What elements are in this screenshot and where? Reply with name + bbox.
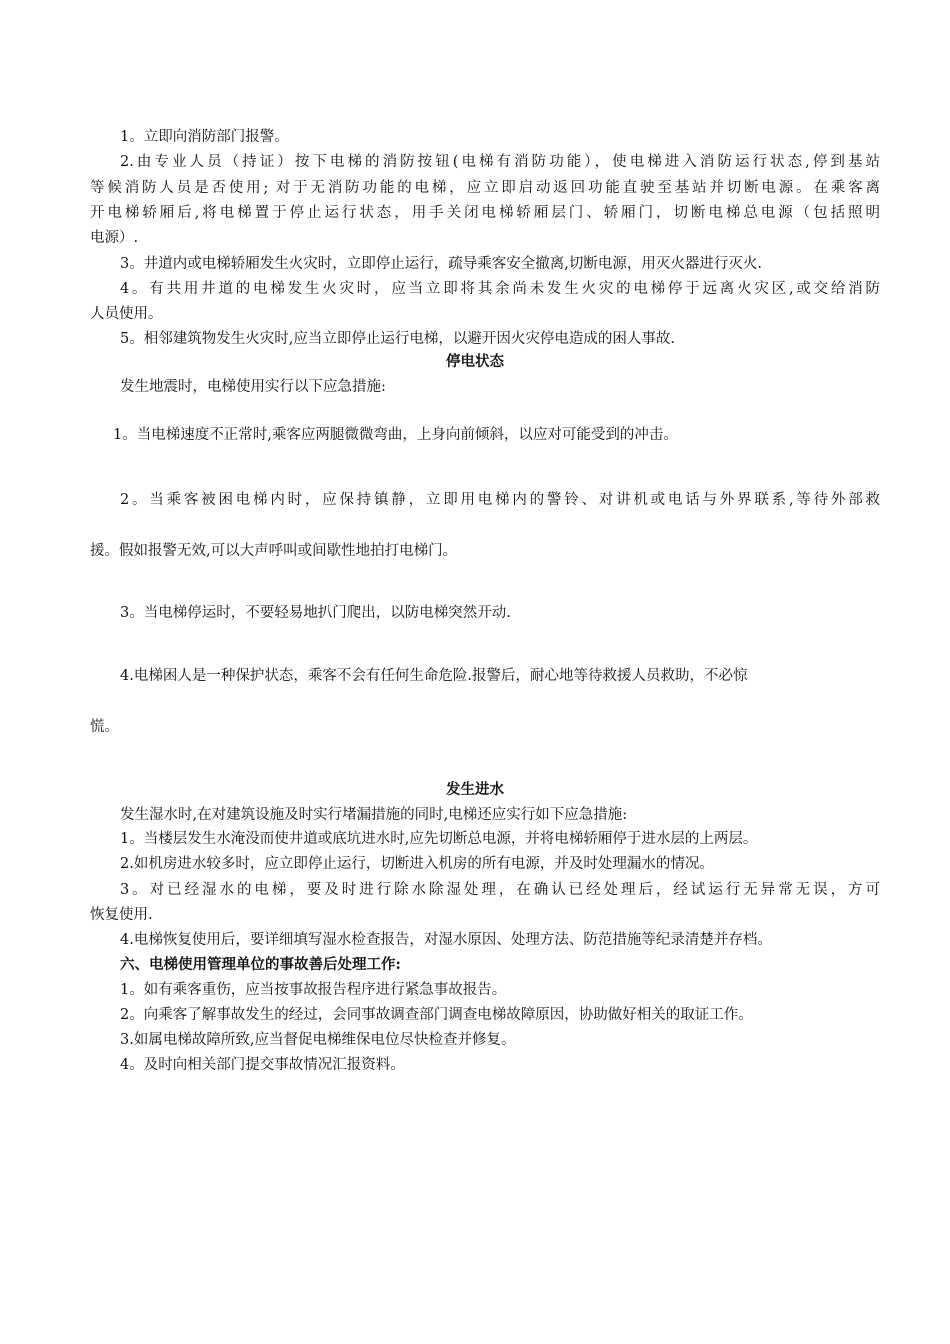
fire-item-2-line-4: 电源）. xyxy=(90,230,139,246)
flooding-item-3-line-2: 恢复使用. xyxy=(90,907,153,923)
aftermath-item-4: 4。及时向相关部门提交事故情况汇报资料。 xyxy=(120,1057,405,1073)
power-outage-item-2-line-2: 援。假如报警无效,可以大声呼叫或间歇性地拍打电梯门。 xyxy=(90,543,458,559)
power-outage-heading: 停电状态 xyxy=(446,353,504,370)
fire-item-2-line-3: 开电梯轿厢后,将电梯置于停止运行状态，用手关闭电梯轿厢层门、轿厢门，切断电梯总电源（包括照明 xyxy=(90,205,880,221)
fire-item-2-line-2: 等候消防人员是否使用; 对于无消防功能的电梯，应立即启动返回功能直驶至基站并切断电源。在乘客离 xyxy=(90,180,880,196)
flooding-item-2: 2.如机房进水较多时，应立即停止运行，切断进入机房的所有电源，并及时处理漏水的情况。 xyxy=(120,856,714,872)
power-outage-item-1: 1。当电梯速度不正常时,乘客应两腿微微弯曲，上身向前倾斜，以应对可能受到的冲击。 xyxy=(113,427,678,443)
power-outage-intro: 发生地震时，电梯使用实行以下应急措施: xyxy=(120,379,386,395)
fire-item-4-line-2: 人员使用。 xyxy=(90,306,163,322)
power-outage-item-4-line-1: 4.电梯困人是一种保护状态，乘客不会有任何生命危险.报警后，耐心地等待救援人员救助，不必惊 xyxy=(120,668,748,684)
aftermath-item-2: 2。向乘客了解事故发生的经过，会同事故调查部门调查电梯故障原因，协助做好相关的取证工作。 xyxy=(120,1007,753,1023)
fire-item-3: 3。井道内或电梯轿厢发生火灾时，立即停止运行，疏导乘客安全撤离,切断电源，用灭火器进行灭火. xyxy=(120,256,762,272)
aftermath-heading: 六、电梯使用管理单位的事故善后处理工作: xyxy=(120,956,401,973)
power-outage-item-4-line-2: 慌。 xyxy=(90,719,119,735)
fire-item-5: 5。相邻建筑物发生火灾时,应当立即停止运行电梯，以避开因火灾停电造成的困人事故. xyxy=(120,331,675,347)
fire-item-2-line-1: 2.由专业人员（持证）按下电梯的消防按钮(电梯有消防功能），使电梯进入消防运行状态,停到基站 xyxy=(120,154,880,170)
aftermath-item-3: 3.如属电梯故障所致,应当督促电梯维保电位尽快检查并修复。 xyxy=(120,1032,516,1048)
flooding-item-1: 1。当楼层发生水淹没而使井道或底坑进水时,应先切断总电源，并将电梯轿厢停于进水层的上两层。 xyxy=(120,831,758,847)
power-outage-item-3: 3。当电梯停运时，不要轻易地扒门爬出，以防电梯突然开动. xyxy=(120,605,511,621)
flooding-intro: 发生湿水时,在对建筑设施及时实行堵漏措施的同时,电梯还应实行如下应急措施: xyxy=(120,807,628,823)
aftermath-item-1: 1。如有乘客重伤，应当按事故报告程序进行紧急事故报告。 xyxy=(120,982,507,998)
power-outage-item-2-line-1: 2。当乘客被困电梯内时，应保持镇静，立即用电梯内的警铃、对讲机或电话与外界联系,等待外部救 xyxy=(120,492,880,508)
fire-item-4-line-1: 4。有共用井道的电梯发生火灾时，应当立即将其余尚未发生火灾的电梯停于远离火灾区,或交给消防 xyxy=(120,281,880,297)
flooding-item-3-line-1: 3。对已经湿水的电梯，要及时进行除水除湿处理，在确认已经处理后，经试运行无异常无误，方可 xyxy=(120,882,880,898)
fire-item-1: 1。立即向消防部门报警。 xyxy=(120,129,289,145)
flooding-heading: 发生进水 xyxy=(446,781,504,798)
flooding-item-4: 4.电梯恢复使用后，要详细填写湿水检查报告，对湿水原因、处理方法、防范措施等纪录清楚并存档。 xyxy=(120,932,772,948)
